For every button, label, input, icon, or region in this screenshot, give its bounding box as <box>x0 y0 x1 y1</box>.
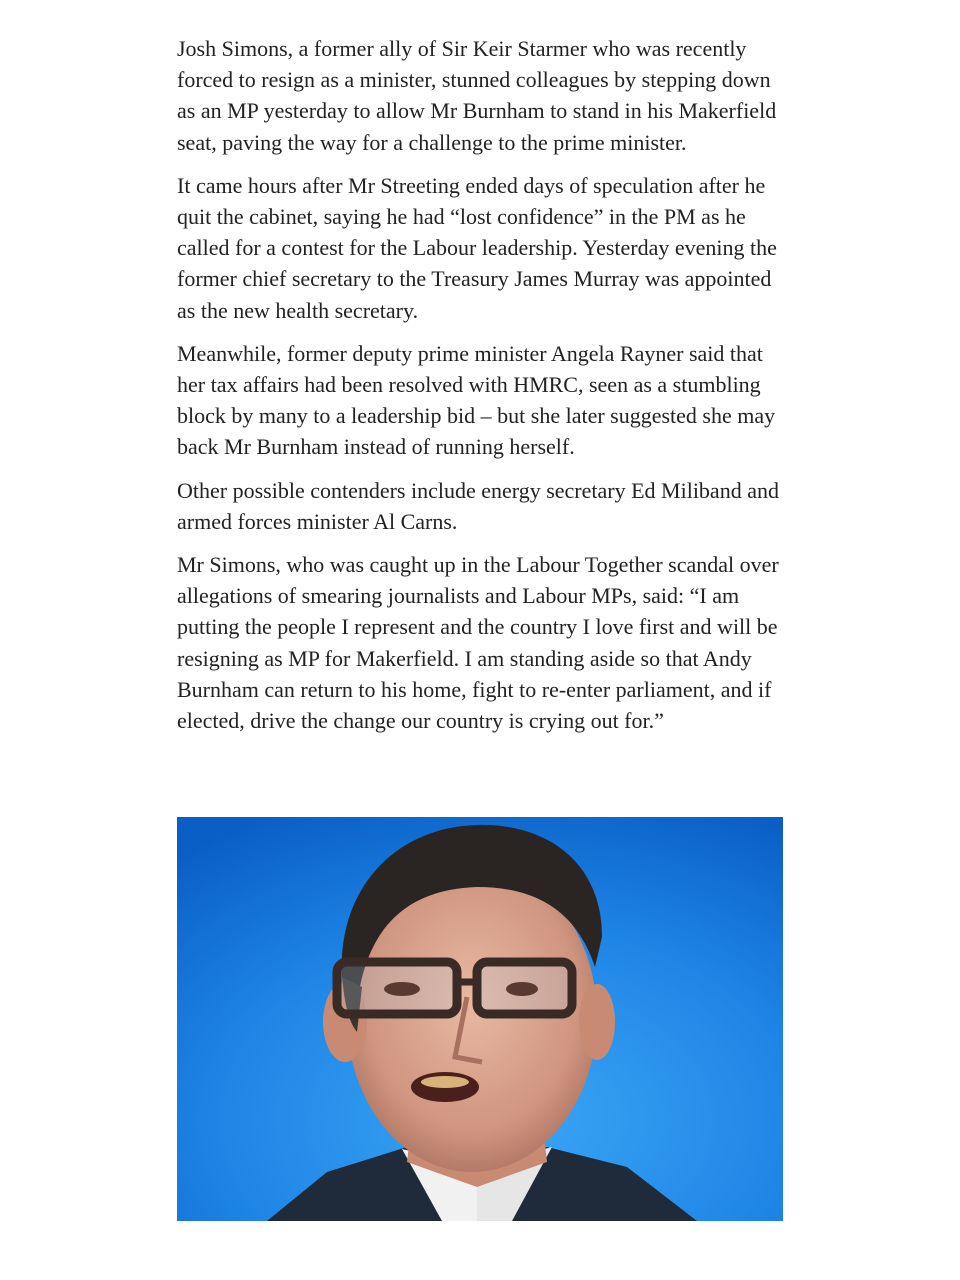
photo-caption-clipped <box>177 1232 783 1242</box>
article-paragraph: Mr Simons, who was caught up in the Labour Together scandal over allegations of smearing journalists and Labour MPs, said: “I am putting the people I represent and the country I love first and will be resigning as MP for Makerfield. I am standing aside so that Andy Burnham can return to his home, fight to re-enter parliament, and if elected, drive the change our country is crying out for.” <box>177 552 779 734</box>
article-body <box>177 33 783 748</box>
article-paragraph: Josh Simons, a former ally of Sir Keir Starmer who was recently forced to resign as a minister, stunned colleagues by stepping down as an MP yesterday to allow Mr Burnham to stand in his Makerfield seat, paving the way for a challenge to the prime minister. <box>177 36 777 155</box>
article-photo <box>177 817 783 1221</box>
article-paragraph: Meanwhile, former deputy prime minister Angela Rayner said that her tax affairs had been resolved with HMRC, seen as a stumbling block by many to a leadership bid – but she later suggested she may back Mr Burnham instead of running herself. <box>177 340 776 460</box>
article-paragraph: It came hours after Mr Streeting ended days of speculation after he quit the cabinet, saying he had “lost confidence” in the PM as he called for a contest for the Labour leadership. Yesterday evening the former chief secretary to the Treasury James Murray was appointed as the new health secretary. <box>177 172 777 323</box>
portrait-photo <box>177 817 783 1221</box>
article-paragraph: Other possible contenders include energy secretary Ed Miliband and armed forces minister Al Carns. <box>177 477 779 534</box>
